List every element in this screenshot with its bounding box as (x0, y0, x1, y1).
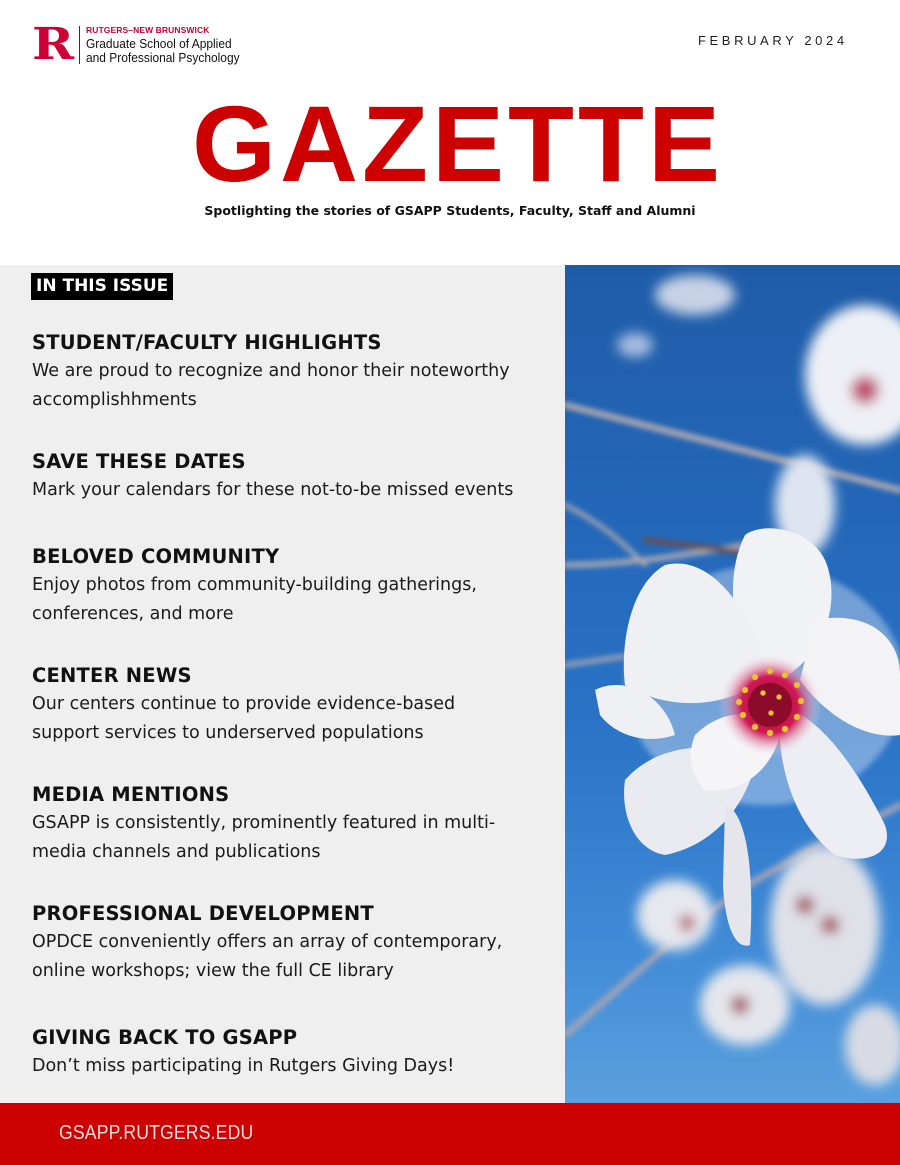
section-title: BELOVED COMMUNITY (32, 545, 280, 568)
rutgers-r-icon: R (32, 19, 73, 71)
section-description-line: GSAPP is consistently, prominently featured in multi- (32, 813, 496, 833)
section-description-line: support services to underserved populations (32, 722, 424, 743)
logo-school-line-1: Graduate School of Applied (86, 35, 232, 51)
logo-institution: RUTGERS–NEW BRUNSWICK (86, 25, 210, 35)
section-media-mentions[interactable] (32, 781, 552, 866)
section-description-line: conferences, and more (32, 603, 234, 624)
almond-blossom-photo (565, 265, 900, 1103)
rutgers-gsapp-logo[interactable] (32, 19, 253, 71)
section-description-line: Mark your calendars for these not-to-be missed events (32, 480, 514, 500)
section-title: SAVE THESE DATES (32, 450, 246, 473)
section-title: CENTER NEWS (32, 664, 192, 687)
section-description-line: online workshops; view the full CE library (32, 960, 394, 981)
section-save-these-dates[interactable] (32, 448, 552, 505)
section-beloved-community[interactable] (32, 543, 552, 628)
section-description-line: OPDCE conveniently offers an array of contemporary, (32, 932, 503, 952)
section-description-line: Don’t miss participating in Rutgers Giving Days! (32, 1056, 455, 1076)
section-description-line: Enjoy photos from community-building gatherings, (32, 575, 477, 595)
section-description-line: We are proud to recognize and honor their noteworthy (32, 361, 510, 381)
logo-school-line-2: and Professional Psychology (86, 49, 240, 65)
section-title: STUDENT/FACULTY HIGHLIGHTS (32, 331, 382, 354)
section-description-line: accomplishhments (32, 389, 197, 410)
section-title: MEDIA MENTIONS (32, 783, 230, 806)
section-title: GIVING BACK TO GSAPP (32, 1026, 298, 1049)
in-this-issue-heading: IN THIS ISSUE (31, 273, 173, 300)
section-description-line: Our centers continue to provide evidence-based (32, 694, 456, 714)
tagline: Spotlighting the stories of GSAPP Students, Faculty, Staff and Alumni (204, 203, 696, 218)
footer-bar (0, 1103, 900, 1165)
in-this-issue-panel (0, 265, 565, 1103)
section-professional-development[interactable] (32, 900, 552, 985)
blossom-illustration (565, 265, 900, 1103)
website-link[interactable]: GSAPP.RUTGERS.EDU (59, 1122, 254, 1144)
section-giving-back[interactable] (32, 1024, 552, 1081)
masthead-title: GAZETTE (192, 83, 724, 204)
issue-date: FEBRUARY 2024 (698, 33, 848, 48)
section-student-faculty-highlights[interactable] (32, 329, 552, 414)
section-title: PROFESSIONAL DEVELOPMENT (32, 902, 374, 925)
logo-text (86, 26, 253, 65)
section-center-news[interactable] (32, 662, 552, 747)
section-description-line: media channels and publications (32, 841, 321, 862)
header (0, 0, 900, 265)
